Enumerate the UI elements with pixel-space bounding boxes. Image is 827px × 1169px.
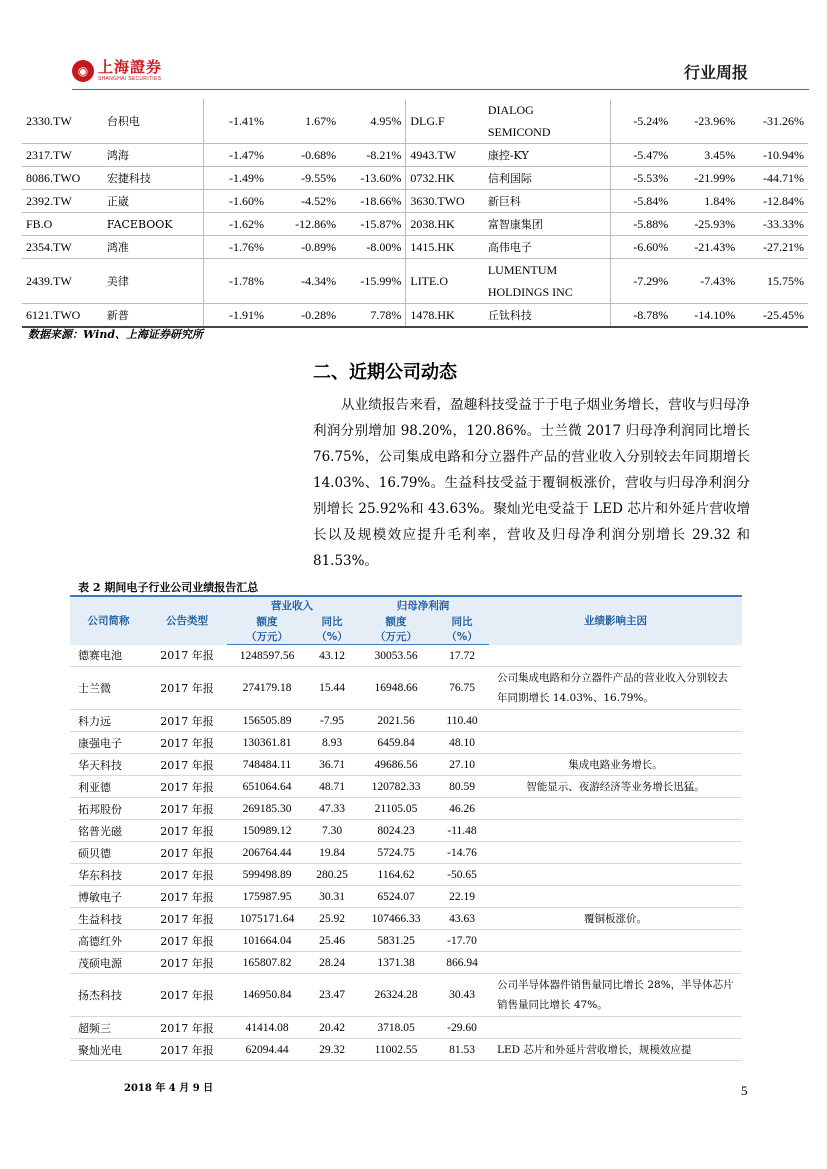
company-name: 超频三 [70,1017,147,1039]
table-row [70,776,742,798]
company-name: 利亚德 [70,776,147,798]
announce-type: 2017 年报 [147,842,227,864]
company-name: 科力远 [70,710,147,732]
stock-name-line: DIALOG [487,103,534,117]
table-row [22,144,808,167]
stock-name [484,236,611,259]
table-row [22,259,808,304]
week-change: -5.88% [611,213,672,236]
stock-name-line: LUMENTUM [487,263,558,277]
week-change: -6.60% [611,236,672,259]
revenue-amount: 165807.82 [227,952,307,974]
stock-code: 1478.HK [406,304,484,328]
reason-text [489,798,742,820]
revenue-yoy: 30.31 [307,886,357,908]
revenue-yoy: 47.33 [307,798,357,820]
net-profit-yoy: 80.59 [435,776,489,798]
stock-name: 鸿准 [103,236,203,259]
company-name: 华天科技 [70,754,147,776]
header-reason: 业绩影响主因 [489,596,742,645]
week-change: -5.53% [611,167,672,190]
ytd-change: -8.00% [340,236,406,259]
month-change: -23.96% [672,99,739,144]
stock-name: 鸿海 [103,144,203,167]
reason-text [489,842,742,864]
stock-name-line: 丘钛科技 [487,309,532,322]
net-profit-amount: 1371.38 [357,952,435,974]
net-profit-yoy: 30.43 [435,974,489,1017]
reason-text [489,732,742,754]
stock-name-line: 康控-KY [487,149,529,162]
table2-title: 表 2 期间电子行业公司业绩报告汇总 [78,581,259,594]
revenue-yoy: 15.44 [307,667,357,710]
stock-code: LITE.O [406,259,484,304]
net-profit-yoy: 22.19 [435,886,489,908]
reason-text [489,886,742,908]
reason-text [489,952,742,974]
revenue-amount: 156505.89 [227,710,307,732]
net-profit-yoy: 46.26 [435,798,489,820]
earnings-summary-table [70,595,742,1061]
stock-name [484,259,611,304]
month-change: -14.10% [672,304,739,328]
announce-type: 2017 年报 [147,798,227,820]
stock-name: 台积电 [103,99,203,144]
revenue-yoy: 19.84 [307,842,357,864]
announce-type: 2017 年报 [147,754,227,776]
week-change: -1.41% [203,99,268,144]
stock-code: 2392.TW [22,190,103,213]
week-change: -1.76% [203,236,268,259]
stock-code: FB.O [22,213,103,236]
header-np-yoy: 同比 （%） [435,614,489,645]
ytd-change: -25.45% [739,304,808,328]
revenue-yoy: 43.12 [307,645,357,667]
reason-text: 智能显示、夜游经济等业务增长迅猛。 [489,776,742,798]
table-row [70,886,742,908]
company-name: 士兰微 [70,667,147,710]
reason-text [489,645,742,667]
table-row [70,842,742,864]
revenue-amount: 62094.44 [227,1039,307,1061]
revenue-yoy: 280.25 [307,864,357,886]
company-name: 高德红外 [70,930,147,952]
footer-date: 2018 年 4 月 9 日 [124,1083,214,1094]
revenue-amount: 651064.64 [227,776,307,798]
month-change: -12.86% [268,213,340,236]
table-row [70,798,742,820]
table-row [70,754,742,776]
table-row [70,930,742,952]
company-name: 铭普光磁 [70,820,147,842]
net-profit-amount: 5724.75 [357,842,435,864]
net-profit-amount: 21105.05 [357,798,435,820]
month-change: 3.45% [672,144,739,167]
net-profit-yoy: -50.65 [435,864,489,886]
month-change: -21.43% [672,236,739,259]
revenue-amount: 175987.95 [227,886,307,908]
header-np-amount: 额度 （万元） [357,614,435,645]
net-profit-amount: 6524.07 [357,886,435,908]
net-profit-yoy: 43.63 [435,908,489,930]
announce-type: 2017 年报 [147,732,227,754]
stock-name: 美律 [103,259,203,304]
stock-name: 宏捷科技 [103,167,203,190]
revenue-amount: 599498.89 [227,864,307,886]
announce-type: 2017 年报 [147,952,227,974]
revenue-amount: 150989.12 [227,820,307,842]
table-row [70,974,742,1017]
net-profit-amount: 26324.28 [357,974,435,1017]
stock-name-line: 新巨科 [487,195,521,208]
stock-code: 2317.TW [22,144,103,167]
month-change: -4.34% [268,259,340,304]
reason-text: 公司半导体器件销售量同比增长 28%，半导体芯片销售量同比增长 47%。 [489,974,742,1017]
ytd-change: -18.66% [340,190,406,213]
page-number: 5 [741,1083,748,1098]
month-change: -9.55% [268,167,340,190]
net-profit-amount: 11002.55 [357,1039,435,1061]
announce-type: 2017 年报 [147,974,227,1017]
stock-code: 2330.TW [22,99,103,144]
net-profit-yoy: 17.72 [435,645,489,667]
ytd-change: -31.26% [739,99,808,144]
stock-code: 8086.TWO [22,167,103,190]
month-change: -4.52% [268,190,340,213]
net-profit-yoy: 866.94 [435,952,489,974]
net-profit-amount: 3718.05 [357,1017,435,1039]
revenue-yoy: -7.95 [307,710,357,732]
week-change: -1.49% [203,167,268,190]
header-divider [72,89,809,90]
stock-code: 6121.TWO [22,304,103,328]
stock-code: 0732.HK [406,167,484,190]
revenue-yoy: 48.71 [307,776,357,798]
reason-text: 公司集成电路和分立器件产品的营业收入分别较去年同期增长 14.03%、16.79%。 [489,667,742,710]
week-change: -1.47% [203,144,268,167]
revenue-amount: 206764.44 [227,842,307,864]
month-change: -0.89% [268,236,340,259]
revenue-yoy: 8.93 [307,732,357,754]
net-profit-yoy: -29.60 [435,1017,489,1039]
revenue-amount: 1075171.64 [227,908,307,930]
stock-code: 2038.HK [406,213,484,236]
announce-type: 2017 年报 [147,908,227,930]
source-note: 数据来源：Wind、上海证券研究所 [28,328,204,341]
company-name: 生益科技 [70,908,147,930]
stock-code: DLG.F [406,99,484,144]
stock-name [484,304,611,328]
stock-name: 正崴 [103,190,203,213]
month-change: 1.84% [672,190,739,213]
table-row [70,952,742,974]
table-row [22,99,808,144]
reason-text [489,710,742,732]
week-change: -7.29% [611,259,672,304]
announce-type: 2017 年报 [147,776,227,798]
week-change: -1.60% [203,190,268,213]
header-company: 公司简称 [70,596,147,645]
header-net-profit: 归母净利润 [357,596,489,614]
company-name: 聚灿光电 [70,1039,147,1061]
table-row [22,190,808,213]
revenue-yoy: 23.47 [307,974,357,1017]
stock-name [484,99,611,144]
revenue-yoy: 25.92 [307,908,357,930]
net-profit-yoy: -11.48 [435,820,489,842]
header-rev-amount: 额度 （万元） [227,614,307,645]
ytd-change: -13.60% [340,167,406,190]
net-profit-yoy: 76.75 [435,667,489,710]
announce-type: 2017 年报 [147,820,227,842]
net-profit-amount: 120782.33 [357,776,435,798]
stock-name-line: 信利国际 [487,172,532,185]
reason-text: LED 芯片和外延片营收增长，规模效应提 [489,1039,742,1061]
revenue-amount: 274179.18 [227,667,307,710]
net-profit-amount: 16948.66 [357,667,435,710]
report-type: 行业周报 [683,63,748,82]
net-profit-yoy: 27.10 [435,754,489,776]
net-profit-yoy: 81.53 [435,1039,489,1061]
announce-type: 2017 年报 [147,864,227,886]
week-change: -5.84% [611,190,672,213]
ytd-change: -15.87% [340,213,406,236]
revenue-yoy: 29.32 [307,1039,357,1061]
revenue-yoy: 20.42 [307,1017,357,1039]
month-change: -21.99% [672,167,739,190]
company-name: 拓邦股份 [70,798,147,820]
revenue-yoy: 25.46 [307,930,357,952]
logo-emblem-icon: ◉ [72,60,94,82]
revenue-amount: 1248597.56 [227,645,307,667]
table-row [22,304,808,328]
stock-name-line: SEMICOND [487,125,551,139]
month-change: -7.43% [672,259,739,304]
net-profit-amount: 2021.56 [357,710,435,732]
section-title: 二、近期公司动态 [313,362,457,383]
stock-code: 2354.TW [22,236,103,259]
stock-name: FACEBOOK [103,213,203,236]
ytd-change: -44.71% [739,167,808,190]
stock-name [484,213,611,236]
stock-name-line: 富智康集团 [487,218,543,231]
net-profit-amount: 107466.33 [357,908,435,930]
stock-name [484,167,611,190]
table-row [70,1017,742,1039]
month-change: 1.67% [268,99,340,144]
month-change: -0.68% [268,144,340,167]
reason-text [489,864,742,886]
stock-code: 1415.HK [406,236,484,259]
ytd-change: -12.84% [739,190,808,213]
net-profit-yoy: 48.10 [435,732,489,754]
table-row [70,1039,742,1061]
net-profit-amount: 8024.23 [357,820,435,842]
month-change: -25.93% [672,213,739,236]
ytd-change: -15.99% [340,259,406,304]
net-profit-amount: 1164.62 [357,864,435,886]
revenue-amount: 101664.04 [227,930,307,952]
table-row [22,167,808,190]
company-name: 康强电子 [70,732,147,754]
ytd-change: 15.75% [739,259,808,304]
revenue-amount: 146950.84 [227,974,307,1017]
revenue-amount: 748484.11 [227,754,307,776]
stock-code: 2439.TW [22,259,103,304]
stock-name-line: 高伟电子 [487,241,532,254]
week-change: -1.62% [203,213,268,236]
table-row [22,236,808,259]
net-profit-amount: 49686.56 [357,754,435,776]
ytd-change: -8.21% [340,144,406,167]
company-name: 华东科技 [70,864,147,886]
revenue-yoy: 7.30 [307,820,357,842]
week-change: -5.24% [611,99,672,144]
net-profit-amount: 6459.84 [357,732,435,754]
stock-name [484,190,611,213]
announce-type: 2017 年报 [147,1017,227,1039]
announce-type: 2017 年报 [147,886,227,908]
logo-name: 上海證券 [98,58,163,76]
stock-performance-table [22,99,808,328]
company-logo [72,60,162,82]
revenue-yoy: 28.24 [307,952,357,974]
announce-type: 2017 年报 [147,930,227,952]
reason-text: 集成电路业务增长。 [489,754,742,776]
announce-type: 2017 年报 [147,1039,227,1061]
company-name: 扬杰科技 [70,974,147,1017]
reason-text [489,820,742,842]
ytd-change: -33.33% [739,213,808,236]
reason-text [489,930,742,952]
header-rev-yoy: 同比 （%） [307,614,357,645]
announce-type: 2017 年报 [147,710,227,732]
logo-name-en: SHANGHAI SECURITIES [98,76,162,82]
revenue-amount: 41414.08 [227,1017,307,1039]
net-profit-amount: 30053.56 [357,645,435,667]
week-change: -8.78% [611,304,672,328]
stock-name: 新普 [103,304,203,328]
ytd-change: 4.95% [340,99,406,144]
ytd-change: -10.94% [739,144,808,167]
net-profit-yoy: -17.70 [435,930,489,952]
table-row [70,864,742,886]
table-row [70,667,742,710]
company-name: 博敏电子 [70,886,147,908]
revenue-amount: 130361.81 [227,732,307,754]
table-row [70,645,742,667]
header-announce-type: 公告类型 [147,596,227,645]
reason-text [489,1017,742,1039]
net-profit-yoy: -14.76 [435,842,489,864]
ytd-change: 7.78% [340,304,406,328]
week-change: -5.47% [611,144,672,167]
net-profit-yoy: 110.40 [435,710,489,732]
company-name: 硕贝德 [70,842,147,864]
table-row [70,710,742,732]
stock-name [484,144,611,167]
company-name: 茂硕电源 [70,952,147,974]
table-row [70,732,742,754]
month-change: -0.28% [268,304,340,328]
week-change: -1.78% [203,259,268,304]
table-row [22,213,808,236]
net-profit-amount: 5831.25 [357,930,435,952]
stock-name-line: HOLDINGS INC [487,285,573,299]
company-name: 德赛电池 [70,645,147,667]
revenue-yoy: 36.71 [307,754,357,776]
reason-text: 覆铜板涨价。 [489,908,742,930]
announce-type: 2017 年报 [147,645,227,667]
stock-code: 3630.TWO [406,190,484,213]
header-revenue: 营业收入 [227,596,357,614]
revenue-amount: 269185.30 [227,798,307,820]
ytd-change: -27.21% [739,236,808,259]
week-change: -1.91% [203,304,268,328]
announce-type: 2017 年报 [147,667,227,710]
section-paragraph: 从业绩报告来看，盈趣科技受益于于电子烟业务增长，营收与归母净利润分别增加 98.20%，120.86%。士兰微 2017 归母净利润同比增长 76.75%，公司集成电路和分立器件产品的营业收入分别较去年同期增长 14.03%、16.79%。生益科技受益于覆铜板涨价，营收与归母净利润分别增长 25.92%和 43.63%。聚灿光电受益于 LED 芯片和外延片营收增长以及规模效应提升毛利率，营收及归母净利润分别增长 29.32 和 81.53%。 [313,397,750,569]
stock-code: 4943.TW [406,144,484,167]
table-row [70,820,742,842]
table-row [70,908,742,930]
